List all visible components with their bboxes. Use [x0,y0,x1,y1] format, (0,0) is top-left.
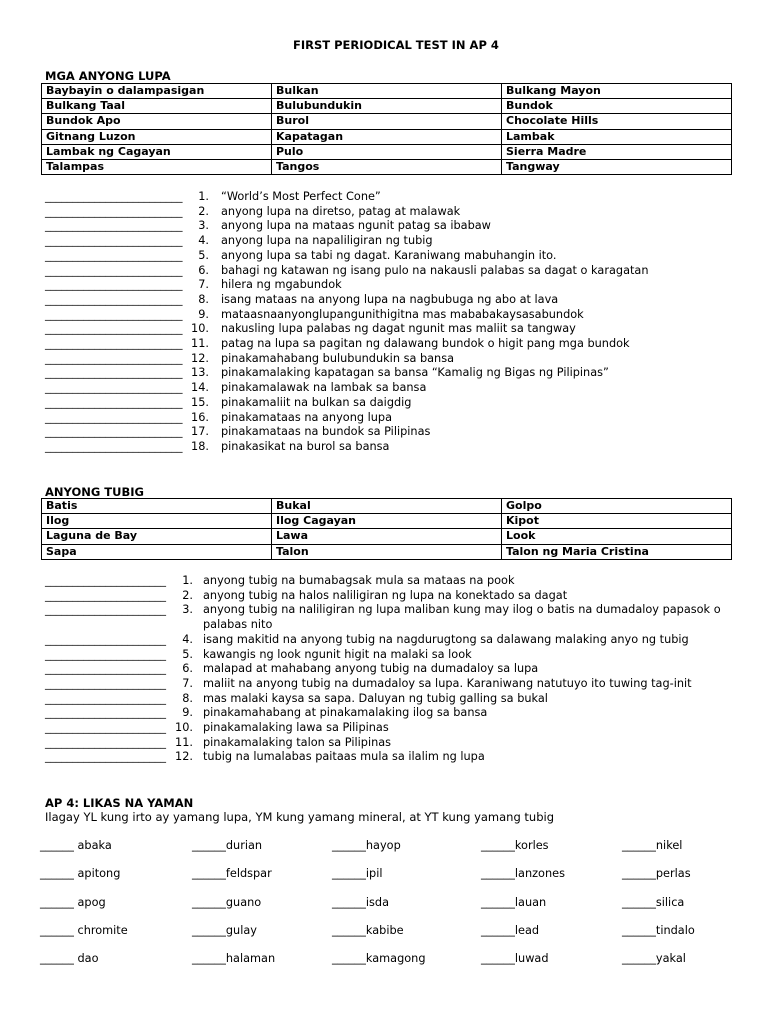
answer-blank[interactable]: _________________________ [45,395,183,409]
question-text: nakusling lupa palabas ng dagat ngunit mas maliit sa tangway [221,322,576,336]
yaman-answer-item[interactable]: ______yakal [622,952,686,966]
table-cell: Gitnang Luzon [42,129,272,144]
yaman-answer-item[interactable]: ______nikel [622,839,683,852]
question-text: pinakasikat na burol sa bansa [221,439,390,453]
question-row [45,648,735,662]
yaman-answer-item[interactable]: ______halaman [192,952,276,966]
answer-blank[interactable]: _________________________ [45,307,183,321]
table-cell: Bundok [502,99,732,114]
answer-blank[interactable]: _________________________ [45,351,183,365]
table-cell: Burol [272,114,502,129]
question-row [45,205,735,219]
table-cell: Bulkang Mayon [502,84,732,99]
question-text: mas malaki kaysa sa sapa. Daluyan ng tubig galling sa bukal [203,691,548,705]
question-text: anyong lupa sa tabi ng dagat. Karaniwang mabuhangin ito. [221,248,557,262]
yaman-answer-item[interactable]: ______lead [481,923,540,937]
question-row [45,618,735,632]
yaman-answer-item[interactable]: ______ipil [332,867,383,881]
question-number: 10. [175,721,193,734]
question-text: palabas nito [203,618,273,632]
table-cell: Look [502,529,732,544]
table-row [42,514,732,529]
question-text: pinakamalaking talon sa Pilipinas [203,735,392,749]
question-number: 7. [182,676,193,690]
table-row [42,129,732,144]
question-text: pinakamaliit na bulkan sa daigdig [221,395,412,409]
yaman-answer-item[interactable]: ______ dao [40,952,99,966]
answer-blank[interactable]: _________________________ [45,219,183,233]
table-cell: Talampas [42,159,272,174]
table-row [42,84,732,99]
table-cell: Bulubundukin [272,99,502,114]
question-text: malapad at mahabang anyong tubig na dumadaloy sa lupa [203,662,539,676]
tubig-heading: ANYONG TUBIG [45,485,144,499]
table-cell: Baybayin o dalampasigan [42,84,272,99]
question-text: pinakamahabang bulubundukin sa bansa [221,351,455,365]
question-number: 16. [191,410,209,424]
question-number: 5. [198,248,209,262]
table-cell: Kipot [502,514,732,529]
question-text: pinakamalaking kapatagan sa bansa “Kamalig ng Bigas ng Pilipinas” [221,366,609,380]
table-row [42,114,732,129]
answer-blank[interactable]: _________________________ [45,292,183,306]
table-row [42,99,732,114]
answer-blank[interactable]: ______________________ [45,632,166,646]
table-cell: Ilog Cagayan [272,514,502,529]
table-cell: Bundok Apo [42,114,272,129]
answer-blank[interactable]: ______________________ [45,735,166,749]
question-text: anyong lupa na napaliligiran ng tubig [221,234,433,248]
question-text: isang mataas na anyong lupa na nagbubuga ng abo at lava [221,292,559,306]
question-number: 6. [198,263,209,277]
question-text: pinakamahabang at pinakamalaking ilog sa bansa [203,706,488,720]
question-text: pinakamataas na bundok sa Pilipinas [221,425,431,439]
question-row [45,603,735,617]
yaman-answer-item[interactable]: ______ chromite [40,923,128,937]
question-number: 3. [182,603,193,617]
lupa-heading: MGA ANYONG LUPA [45,69,171,83]
question-number: 8. [198,292,209,306]
answer-blank[interactable]: _________________________ [45,204,183,218]
table-cell: Laguna de Bay [42,529,272,544]
question-number: 11. [175,735,193,749]
answer-blank[interactable]: ______________________ [45,676,166,690]
question-number: 2. [182,588,193,602]
question-row [45,750,735,764]
question-row [45,662,735,676]
question-row [45,440,735,454]
yaman-instruction: Ilagay YL kung irto ay yamang lupa, YM kung yamang mineral, at YT kung yamang tubig [45,810,555,824]
yaman-heading: AP 4: LIKAS NA YAMAN [45,796,194,810]
question-text: tubig na lumalabas paitaas mula sa ilalim ng lupa [203,750,485,764]
question-row [45,706,735,720]
table-cell: Chocolate Hills [502,114,732,129]
question-row [45,425,735,439]
answer-blank[interactable]: ______________________ [45,750,166,764]
yaman-answer-item[interactable]: ______kabibe [332,923,404,937]
answer-blank[interactable]: ______________________ [45,574,166,587]
question-number: 17. [191,425,209,439]
yaman-answer-item[interactable]: ______lauan [481,895,547,909]
table-cell: Sierra Madre [502,144,732,159]
question-text: patag na lupa sa pagitan ng dalawang bundok o higit pang mga bundok [221,337,630,350]
question-row [45,411,735,425]
question-number: 6. [182,662,193,676]
table-row [42,499,732,514]
answer-blank[interactable]: ______________________ [45,691,166,705]
table-cell: Tangos [272,159,502,174]
question-number: 8. [182,691,193,705]
table-cell: Talon [272,544,502,559]
table-cell: Lambak [502,129,732,144]
answer-blank[interactable]: _________________________ [45,439,183,453]
question-number: 12. [191,351,209,365]
answer-blank[interactable]: _________________________ [45,248,183,262]
question-text: pinakamataas na anyong lupa [221,410,393,424]
table-cell: Pulo [272,144,502,159]
question-number: 1. [182,574,193,587]
question-text: hilera ng mgabundok [221,278,342,292]
yaman-answer-item[interactable]: ______guano [192,895,262,909]
question-number: 4. [182,632,193,646]
question-number: 13. [191,366,209,380]
question-text: mataasnaanyonglupangunithigitna mas mababakaysasabundok [221,307,584,321]
question-row [45,278,735,292]
yaman-answer-item[interactable]: ______luwad [481,952,549,966]
answer-blank[interactable]: _________________________ [45,263,183,277]
yaman-answer-item[interactable]: ______tindalo [622,923,695,937]
question-text: pinakamalawak na lambak sa bansa [221,381,427,395]
answer-blank[interactable]: _________________________ [45,322,183,336]
table-cell: Ilog [42,514,272,529]
question-text: anyong tubig na bumabagsak mula sa mataas na pook [203,574,515,587]
question-text: anyong tubig na naliligiran ng lupa maliban kung may ilog o batis na dumadaloy papasok o [203,603,721,617]
answer-blank[interactable]: ______________________ [45,603,166,617]
question-text: isang makitid na anyong tubig na nagdurugtong sa dalawang malaking anyo ng tubig [203,632,689,646]
yaman-answer-item[interactable]: ______isda [332,895,390,909]
answer-blank[interactable]: _________________________ [45,234,183,248]
yaman-answer-item[interactable]: ______lanzones [481,867,565,881]
question-text: anyong lupa na mataas ngunit patag sa ibabaw [221,219,491,233]
question-text: anyong tubig na halos naliligiran ng lupa na konektado sa dagat [203,588,568,602]
yaman-answer-item[interactable]: ______korles [481,839,549,852]
yaman-answer-item[interactable]: ______perlas [622,867,691,881]
question-row [45,721,735,735]
question-number: 9. [182,706,193,720]
question-number: 12. [175,750,193,764]
yaman-answer-item[interactable]: ______gulay [192,923,257,937]
tubig-word-bank-table [41,498,732,560]
yaman-answer-item[interactable]: ______ apog [40,895,106,909]
question-row [45,692,735,706]
yaman-answer-item[interactable]: ______silica [622,895,685,909]
answer-blank[interactable]: _________________________ [45,278,183,292]
table-cell: Lambak ng Cagayan [42,144,272,159]
yaman-answer-item[interactable]: ______hayop [332,839,401,852]
question-number: 1. [198,190,209,203]
question-number: 10. [191,322,209,336]
question-row [45,677,735,691]
table-cell: Lawa [272,529,502,544]
table-cell: Kapatagan [272,129,502,144]
yaman-answer-item[interactable]: ______ abaka [40,839,112,852]
question-row [45,293,735,307]
yaman-answer-item[interactable]: ______durian [192,839,263,852]
answer-blank[interactable]: _________________________ [45,425,183,439]
answer-blank[interactable]: _________________________ [45,366,183,380]
question-row [45,190,735,204]
question-number: 3. [198,219,209,233]
question-row [45,264,735,278]
question-number: 11. [191,337,209,350]
table-cell: Bulkang Taal [42,99,272,114]
question-row [45,366,735,380]
question-row [45,234,735,248]
table-cell: Bulkan [272,84,502,99]
question-number: 2. [198,204,209,218]
question-text: maliit na anyong tubig na dumadaloy sa lupa. Karaniwang natutuyo ito tuwing tag-init [203,676,692,690]
yaman-answer-item[interactable]: ______feldspar [192,867,272,881]
question-number: 4. [198,234,209,248]
question-text: “World’s Most Perfect Cone” [221,190,381,203]
question-text: pinakamalaking lawa sa Pilipinas [203,721,389,734]
question-number: 18. [191,439,209,453]
table-cell: Talon ng Maria Cristina [502,544,732,559]
question-row [45,249,735,263]
answer-blank[interactable]: ______________________ [45,662,166,676]
question-row [45,219,735,233]
question-row [45,736,735,750]
answer-blank[interactable]: ______________________ [45,706,166,720]
answer-blank[interactable]: _________________________ [45,337,183,350]
yaman-answer-item[interactable]: ______kamagong [332,952,426,966]
table-row [42,144,732,159]
table-cell: Tangway [502,159,732,174]
question-text: anyong lupa na diretso, patag at malawak [221,204,461,218]
table-row [42,529,732,544]
question-row [45,308,735,322]
question-row [45,589,735,603]
answer-blank[interactable]: _________________________ [45,190,183,203]
question-number: 9. [198,307,209,321]
question-text: bahagi ng katawan ng isang pulo na nakausli palabas sa dagat o karagatan [221,263,649,277]
question-text: kawangis ng look ngunit higit na malaki sa look [203,647,472,661]
table-row [42,159,732,174]
table-cell: Sapa [42,544,272,559]
question-row [45,381,735,395]
question-row [45,337,735,351]
question-number: 15. [191,395,209,409]
question-number: 7. [198,278,209,292]
answer-blank[interactable]: _________________________ [45,410,183,424]
table-cell: Bukal [272,499,502,514]
yaman-answer-item[interactable]: ______ apitong [40,867,121,881]
page-title: FIRST PERIODICAL TEST IN AP 4 [293,38,499,52]
table-cell: Golpo [502,499,732,514]
lupa-word-bank-table [41,83,732,175]
answer-blank[interactable]: _________________________ [45,381,183,395]
table-cell: Batis [42,499,272,514]
question-row [45,633,735,647]
question-row [45,352,735,366]
answer-blank[interactable]: ______________________ [45,588,166,602]
table-row [42,544,732,559]
question-number: 14. [191,381,209,395]
question-row [45,322,735,336]
answer-blank[interactable]: ______________________ [45,721,166,734]
question-number: 5. [182,647,193,661]
question-row [45,396,735,410]
answer-blank[interactable]: ______________________ [45,647,166,661]
question-row [45,574,735,588]
